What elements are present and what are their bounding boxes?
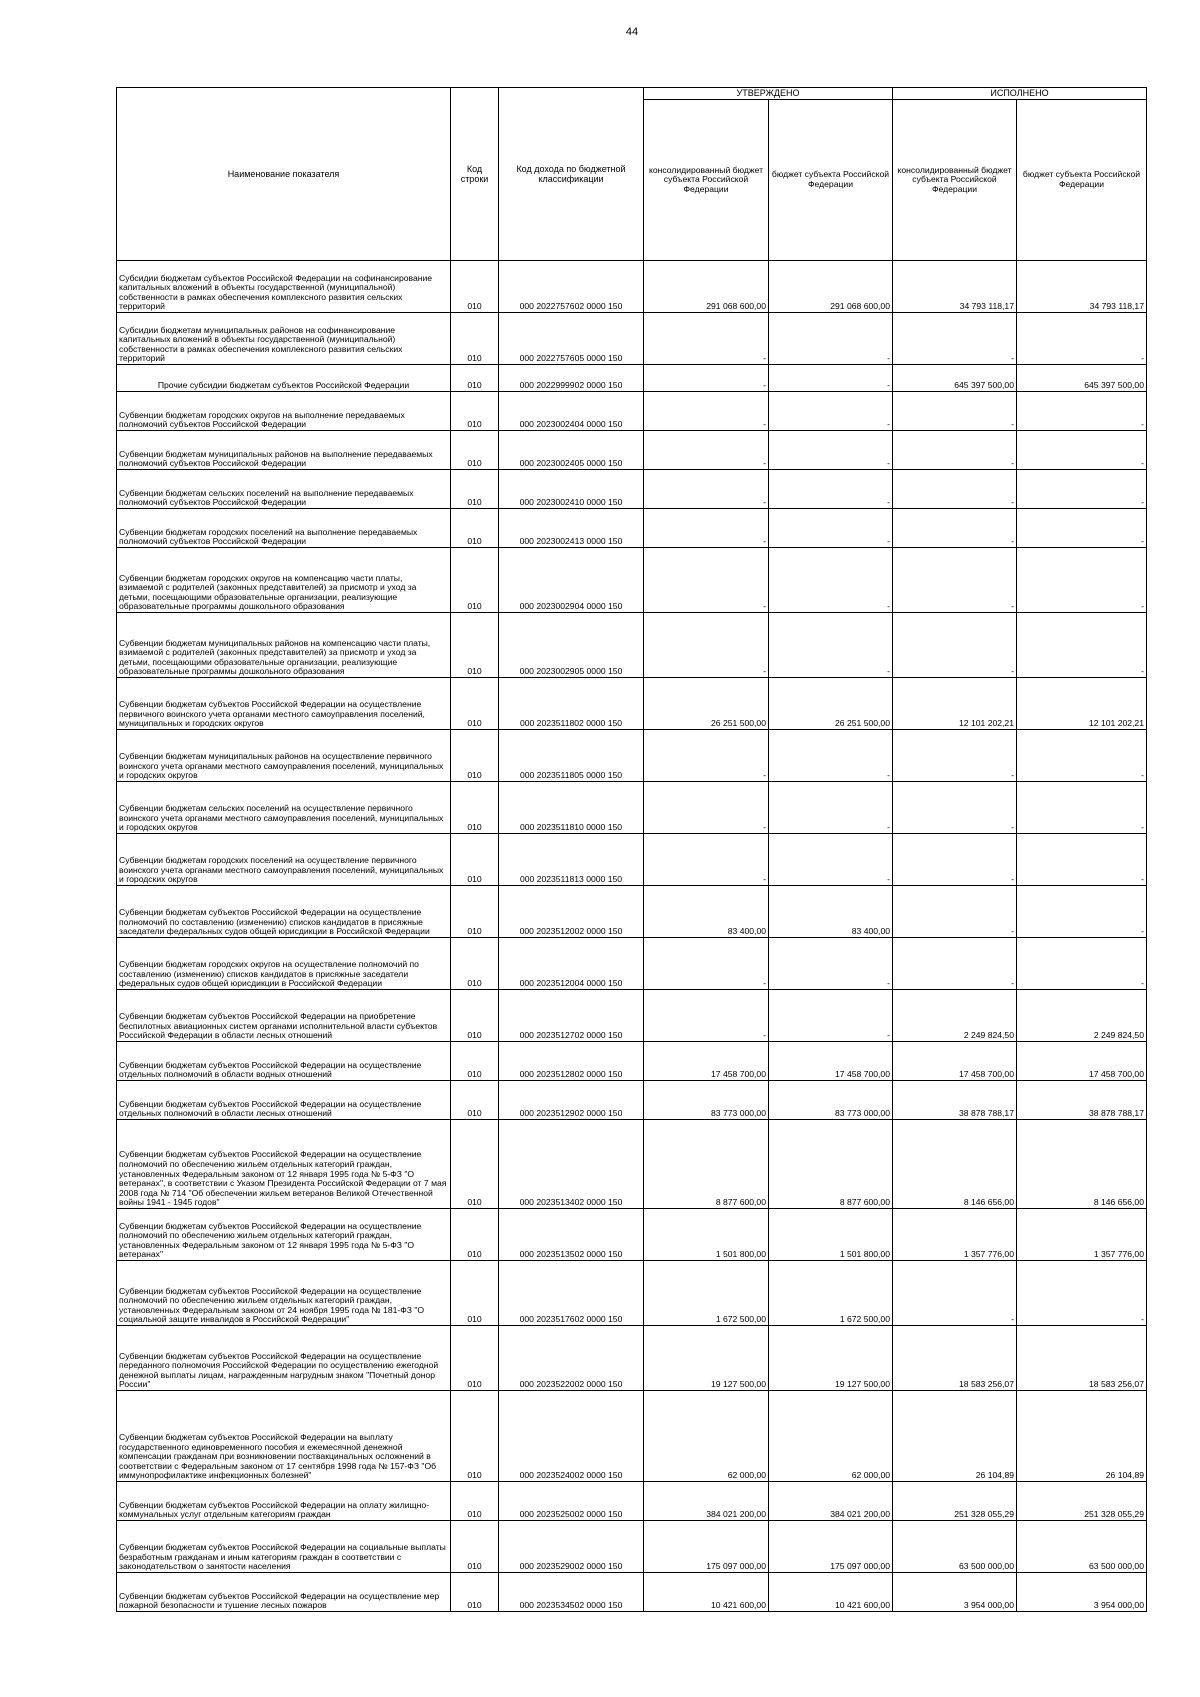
row-name: Прочие субсидии бюджетам субъектов Российской Федерации [117,365,451,392]
table-row [117,548,1147,613]
row-approved-consolidated: 10 421 600,00 [644,1573,769,1612]
row-income-code: 000 2022757602 0000 150 [499,261,644,313]
row-executed-subject: - [1017,613,1147,678]
row-approved-consolidated: 384 021 200,00 [644,1482,769,1521]
row-approved-subject: - [769,938,893,990]
row-executed-consolidated: - [893,782,1017,834]
row-executed-consolidated: 2 249 824,50 [893,990,1017,1042]
table-row [117,313,1147,365]
table-row [117,886,1147,938]
row-name: Субвенции бюджетам городских поселений на осуществление первичного воинского учета органами местного самоуправления поселений, муниципальных и городских округов [117,834,451,886]
row-name: Субвенции бюджетам муниципальных районов на компенсацию части платы, взимаемой с родителей (законных представителей) за присмотр и уход за детьми, посещающими образовательные организации, реализующие образовательные программы дошкольного образования [117,613,451,678]
row-executed-consolidated: 38 878 788,17 [893,1081,1017,1120]
row-executed-consolidated: - [893,431,1017,470]
row-executed-subject: - [1017,1261,1147,1326]
row-income-code: 000 2023002410 0000 150 [499,470,644,509]
row-approved-subject: 19 127 500,00 [769,1326,893,1391]
row-approved-consolidated: - [644,313,769,365]
row-executed-subject: 18 583 256,07 [1017,1326,1147,1391]
row-income-code: 000 2023513502 0000 150 [499,1209,644,1261]
row-name: Субвенции бюджетам городских округов на выполнение передаваемых полномочий субъектов Российской Федерации [117,392,451,431]
row-approved-consolidated: 83 773 000,00 [644,1081,769,1120]
table-row [117,1326,1147,1391]
row-line-code: 010 [451,1209,499,1261]
row-income-code: 000 2023002404 0000 150 [499,392,644,431]
row-approved-subject: - [769,470,893,509]
row-line-code: 010 [451,261,499,313]
row-executed-consolidated: 1 357 776,00 [893,1209,1017,1261]
row-executed-consolidated: 63 500 000,00 [893,1521,1017,1573]
row-executed-consolidated: 251 328 055,29 [893,1482,1017,1521]
row-executed-consolidated: - [893,509,1017,548]
row-executed-consolidated: - [893,470,1017,509]
row-approved-consolidated: - [644,392,769,431]
row-approved-subject: 1 501 800,00 [769,1209,893,1261]
row-name: Субвенции бюджетам муниципальных районов на осуществление первичного воинского учета органами местного самоуправления поселений, муниципальных и городских округов [117,730,451,782]
table-row [117,365,1147,392]
row-name: Субвенции бюджетам городских округов на компенсацию части платы, взимаемой с родителей (законных представителей) за присмотр и уход за детьми, посещающими образовательные организации, реализующие образовательные программы дошкольного образования [117,548,451,613]
row-approved-consolidated: - [644,730,769,782]
row-income-code: 000 2023002905 0000 150 [499,613,644,678]
row-approved-consolidated: 26 251 500,00 [644,678,769,730]
row-approved-subject: 62 000,00 [769,1391,893,1482]
row-approved-subject: 1 672 500,00 [769,1261,893,1326]
row-name: Субвенции бюджетам муниципальных районов на выполнение передаваемых полномочий субъектов Российской Федерации [117,431,451,470]
table-row [117,730,1147,782]
row-executed-subject: 38 878 788,17 [1017,1081,1147,1120]
table-row [117,1573,1147,1612]
row-approved-subject: - [769,313,893,365]
row-income-code: 000 2023002413 0000 150 [499,509,644,548]
row-approved-consolidated: 1 672 500,00 [644,1261,769,1326]
row-approved-consolidated: 83 400,00 [644,886,769,938]
table-row [117,1120,1147,1209]
row-executed-subject: 34 793 118,17 [1017,261,1147,313]
row-executed-consolidated: 26 104,89 [893,1391,1017,1482]
row-approved-subject: 10 421 600,00 [769,1573,893,1612]
row-name: Субвенции бюджетам сельских поселений на осуществление первичного воинского учета органами местного самоуправления поселений, муниципальных и городских округов [117,782,451,834]
row-name: Субвенции бюджетам субъектов Российской Федерации на осуществление мер пожарной безопасности и тушение лесных пожаров [117,1573,451,1612]
row-executed-subject: 63 500 000,00 [1017,1521,1147,1573]
row-executed-consolidated: 8 146 656,00 [893,1120,1017,1209]
row-name: Субвенции бюджетам городских поселений на выполнение передаваемых полномочий субъектов Российской Федерации [117,509,451,548]
header-group-row [117,88,1147,100]
row-approved-subject: 17 458 700,00 [769,1042,893,1081]
row-executed-subject: - [1017,938,1147,990]
table-row [117,470,1147,509]
row-approved-subject: 8 877 600,00 [769,1120,893,1209]
row-executed-consolidated: 17 458 700,00 [893,1042,1017,1081]
table-row [117,938,1147,990]
row-approved-subject: 83 400,00 [769,886,893,938]
col-group-executed: ИСПОЛНЕНО [893,88,1147,100]
row-approved-consolidated: - [644,365,769,392]
col-header-code: Код дохода по бюджетной классификации [499,88,644,261]
col-header-approved-consolidated: консолидированный бюджет субъекта Российской Федерации [644,100,769,261]
row-executed-subject: - [1017,548,1147,613]
row-income-code: 000 2023002904 0000 150 [499,548,644,613]
row-income-code: 000 2023512002 0000 150 [499,886,644,938]
row-executed-consolidated: 18 583 256,07 [893,1326,1017,1391]
row-executed-subject: 17 458 700,00 [1017,1042,1147,1081]
row-approved-subject: - [769,782,893,834]
row-line-code: 010 [451,1120,499,1209]
row-executed-subject: - [1017,782,1147,834]
row-income-code: 000 2023512802 0000 150 [499,1042,644,1081]
table-row [117,678,1147,730]
row-income-code: 000 2022999902 0000 150 [499,365,644,392]
row-line-code: 010 [451,548,499,613]
row-approved-subject: 26 251 500,00 [769,678,893,730]
row-executed-consolidated: - [893,1261,1017,1326]
row-executed-consolidated: 34 793 118,17 [893,261,1017,313]
row-executed-consolidated: - [893,938,1017,990]
row-income-code: 000 2023525002 0000 150 [499,1482,644,1521]
row-name: Субсидии бюджетам муниципальных районов на софинансирование капитальных вложений в объекты государственной (муниципальной) собственности в рамках обеспечения комплексного развития сельских территорий [117,313,451,365]
row-line-code: 010 [451,613,499,678]
row-approved-consolidated: 19 127 500,00 [644,1326,769,1391]
row-executed-consolidated: 645 397 500,00 [893,365,1017,392]
row-executed-subject: 645 397 500,00 [1017,365,1147,392]
row-line-code: 010 [451,509,499,548]
row-executed-subject: 8 146 656,00 [1017,1120,1147,1209]
table-row [117,613,1147,678]
row-income-code: 000 2023524002 0000 150 [499,1391,644,1482]
row-approved-subject: - [769,990,893,1042]
row-approved-consolidated: - [644,938,769,990]
row-income-code: 000 2023511805 0000 150 [499,730,644,782]
row-income-code: 000 2023002405 0000 150 [499,431,644,470]
row-income-code: 000 2023513402 0000 150 [499,1120,644,1209]
row-executed-consolidated: 3 954 000,00 [893,1573,1017,1612]
row-income-code: 000 2023511802 0000 150 [499,678,644,730]
row-approved-consolidated: - [644,834,769,886]
row-executed-consolidated: - [893,886,1017,938]
row-approved-subject: 291 068 600,00 [769,261,893,313]
table-row [117,1209,1147,1261]
row-income-code: 000 2023512702 0000 150 [499,990,644,1042]
row-line-code: 010 [451,431,499,470]
row-income-code: 000 2022757605 0000 150 [499,313,644,365]
row-line-code: 010 [451,782,499,834]
row-approved-subject: - [769,730,893,782]
row-executed-subject: 3 954 000,00 [1017,1573,1147,1612]
row-line-code: 010 [451,1326,499,1391]
row-name: Субвенции бюджетам субъектов Российской Федерации на социальные выплаты безработным гражданам и иным категориям граждан в соответствии с законодательством о занятости населения [117,1521,451,1573]
row-executed-subject: - [1017,730,1147,782]
row-name: Субвенции бюджетам субъектов Российской Федерации на осуществление полномочий по составлению (изменению) списков кандидатов в присяжные заседатели федеральных судов общей юрисдикции в Российской Федерации [117,886,451,938]
row-name: Субвенции бюджетам субъектов Российской Федерации на осуществление полномочий по обеспечению жильем отдельных категорий граждан, установленных Федеральным законом от 24 ноября 1995 года № 181-ФЗ "О социальной защите инвалидов в Российской Федерации" [117,1261,451,1326]
row-income-code: 000 2023511810 0000 150 [499,782,644,834]
row-income-code: 000 2023517602 0000 150 [499,1261,644,1326]
row-approved-consolidated: 175 097 000,00 [644,1521,769,1573]
row-name: Субвенции бюджетам субъектов Российской Федерации на осуществление полномочий по обеспечению жильем отдельных категорий граждан, установленных Федеральным законом от 12 января 1995 года № 5-ФЗ "О ветеранах", в соответствии с Указом Президента Российской Федерации от 7 мая 2008 года № 714 "Об обеспечении жильем ветеранов Великой Отечественной войны 1941 - 1945 годов" [117,1120,451,1209]
table-row [117,782,1147,834]
row-executed-subject: - [1017,886,1147,938]
row-approved-subject: 83 773 000,00 [769,1081,893,1120]
row-executed-consolidated: - [893,392,1017,431]
row-name: Субсидии бюджетам субъектов Российской Федерации на софинансирование капитальных вложений в объекты государственной (муниципальной) собственности в рамках обеспечения комплексного развития сельских территорий [117,261,451,313]
col-header-line: Код строки [451,88,499,261]
row-income-code: 000 2023511813 0000 150 [499,834,644,886]
col-group-approved: УТВЕРЖДЕНО [644,88,893,100]
row-executed-subject: - [1017,834,1147,886]
row-executed-consolidated: 12 101 202,21 [893,678,1017,730]
row-executed-subject: 12 101 202,21 [1017,678,1147,730]
row-executed-subject: 26 104,89 [1017,1391,1147,1482]
row-approved-consolidated: 17 458 700,00 [644,1042,769,1081]
row-approved-consolidated: - [644,431,769,470]
row-income-code: 000 2023522002 0000 150 [499,1326,644,1391]
row-line-code: 010 [451,1482,499,1521]
col-header-approved-subject: бюджет субъекта Российской Федерации [769,100,893,261]
row-line-code: 010 [451,1391,499,1482]
table-row [117,1482,1147,1521]
row-executed-subject: - [1017,431,1147,470]
row-line-code: 010 [451,313,499,365]
table-row [117,1042,1147,1081]
row-line-code: 010 [451,1261,499,1326]
row-approved-subject: - [769,613,893,678]
row-income-code: 000 2023534502 0000 150 [499,1573,644,1612]
row-name: Субвенции бюджетам субъектов Российской Федерации на осуществление переданного полномочия Российской Федерации по осуществлению ежегодной денежной выплаты лицам, награжденным нагрудным знаком "Почетный донор России" [117,1326,451,1391]
table-row [117,392,1147,431]
row-name: Субвенции бюджетам субъектов Российской Федерации на выплату государственного единовременного пособия и ежемесячной денежной компенсации гражданам при возникновении поствакцинальных осложнений в соответствии с Федеральным законом от 17 сентября 1998 года № 157-ФЗ "Об иммунопрофилактике инфекционных болезней" [117,1391,451,1482]
row-approved-subject: - [769,392,893,431]
row-line-code: 010 [451,392,499,431]
row-approved-subject: - [769,509,893,548]
row-approved-subject: - [769,365,893,392]
row-executed-consolidated: - [893,834,1017,886]
row-approved-consolidated: 8 877 600,00 [644,1120,769,1209]
row-line-code: 010 [451,990,499,1042]
row-name: Субвенции бюджетам субъектов Российской Федерации на приобретение беспилотных авиационных систем органами исполнительной власти субъектов Российской Федерации в области лесных отношений [117,990,451,1042]
row-executed-subject: 251 328 055,29 [1017,1482,1147,1521]
row-executed-consolidated: - [893,313,1017,365]
row-line-code: 010 [451,678,499,730]
row-executed-subject: - [1017,313,1147,365]
col-header-executed-subject: бюджет субъекта Российской Федерации [1017,100,1147,261]
row-name: Субвенции бюджетам субъектов Российской Федерации на осуществление первичного воинского учета органами местного самоуправления поселений, муниципальных и городских округов [117,678,451,730]
row-line-code: 010 [451,1521,499,1573]
row-line-code: 010 [451,1081,499,1120]
row-name: Субвенции бюджетам субъектов Российской Федерации на осуществление полномочий по обеспечению жильем отдельных категорий граждан, установленных Федеральным законом от 12 января 1995 года № 5-ФЗ "О ветеранах" [117,1209,451,1261]
row-approved-consolidated: 1 501 800,00 [644,1209,769,1261]
row-line-code: 010 [451,470,499,509]
row-income-code: 000 2023512902 0000 150 [499,1081,644,1120]
row-name: Субвенции бюджетам городских округов на осуществление полномочий по составлению (изменению) списков кандидатов в присяжные заседатели федеральных судов общей юрисдикции в Российской Федерации [117,938,451,990]
row-income-code: 000 2023512004 0000 150 [499,938,644,990]
row-approved-consolidated: - [644,782,769,834]
col-header-name: Наименование показателя [117,88,451,261]
row-approved-consolidated: - [644,613,769,678]
row-executed-subject: - [1017,470,1147,509]
row-executed-subject: - [1017,392,1147,431]
table-row [117,509,1147,548]
row-line-code: 010 [451,1573,499,1612]
row-name: Субвенции бюджетам субъектов Российской Федерации на осуществление отдельных полномочий в области водных отношений [117,1042,451,1081]
row-approved-subject: - [769,548,893,613]
row-approved-subject: - [769,834,893,886]
row-line-code: 010 [451,365,499,392]
col-header-executed-consolidated: консолидированный бюджет субъекта Российской Федерации [893,100,1017,261]
row-name: Субвенции бюджетам субъектов Российской Федерации на оплату жилищно-коммунальных услуг отдельным категориям граждан [117,1482,451,1521]
row-executed-subject: 2 249 824,50 [1017,990,1147,1042]
row-approved-consolidated: - [644,509,769,548]
row-executed-consolidated: - [893,730,1017,782]
row-executed-consolidated: - [893,548,1017,613]
row-approved-subject: - [769,431,893,470]
row-line-code: 010 [451,938,499,990]
row-approved-consolidated: 62 000,00 [644,1391,769,1482]
row-line-code: 010 [451,886,499,938]
row-name: Субвенции бюджетам субъектов Российской Федерации на осуществление отдельных полномочий в области лесных отношений [117,1081,451,1120]
row-approved-consolidated: - [644,548,769,613]
row-approved-consolidated: 291 068 600,00 [644,261,769,313]
table-row [117,261,1147,313]
row-line-code: 010 [451,1042,499,1081]
row-name: Субвенции бюджетам сельских поселений на выполнение передаваемых полномочий субъектов Российской Федерации [117,470,451,509]
row-line-code: 010 [451,834,499,886]
table-row [117,1081,1147,1120]
row-approved-subject: 384 021 200,00 [769,1482,893,1521]
table-row [117,990,1147,1042]
page-number: 44 [625,26,639,38]
row-approved-consolidated: - [644,990,769,1042]
table-row [117,1391,1147,1482]
row-executed-subject: - [1017,509,1147,548]
table-row [117,1521,1147,1573]
budget-report-table [116,87,1147,1612]
row-income-code: 000 2023529002 0000 150 [499,1521,644,1573]
table-row [117,1261,1147,1326]
table-row [117,431,1147,470]
row-approved-consolidated: - [644,470,769,509]
row-line-code: 010 [451,730,499,782]
row-executed-consolidated: - [893,613,1017,678]
row-approved-subject: 175 097 000,00 [769,1521,893,1573]
row-executed-subject: 1 357 776,00 [1017,1209,1147,1261]
table-row [117,834,1147,886]
